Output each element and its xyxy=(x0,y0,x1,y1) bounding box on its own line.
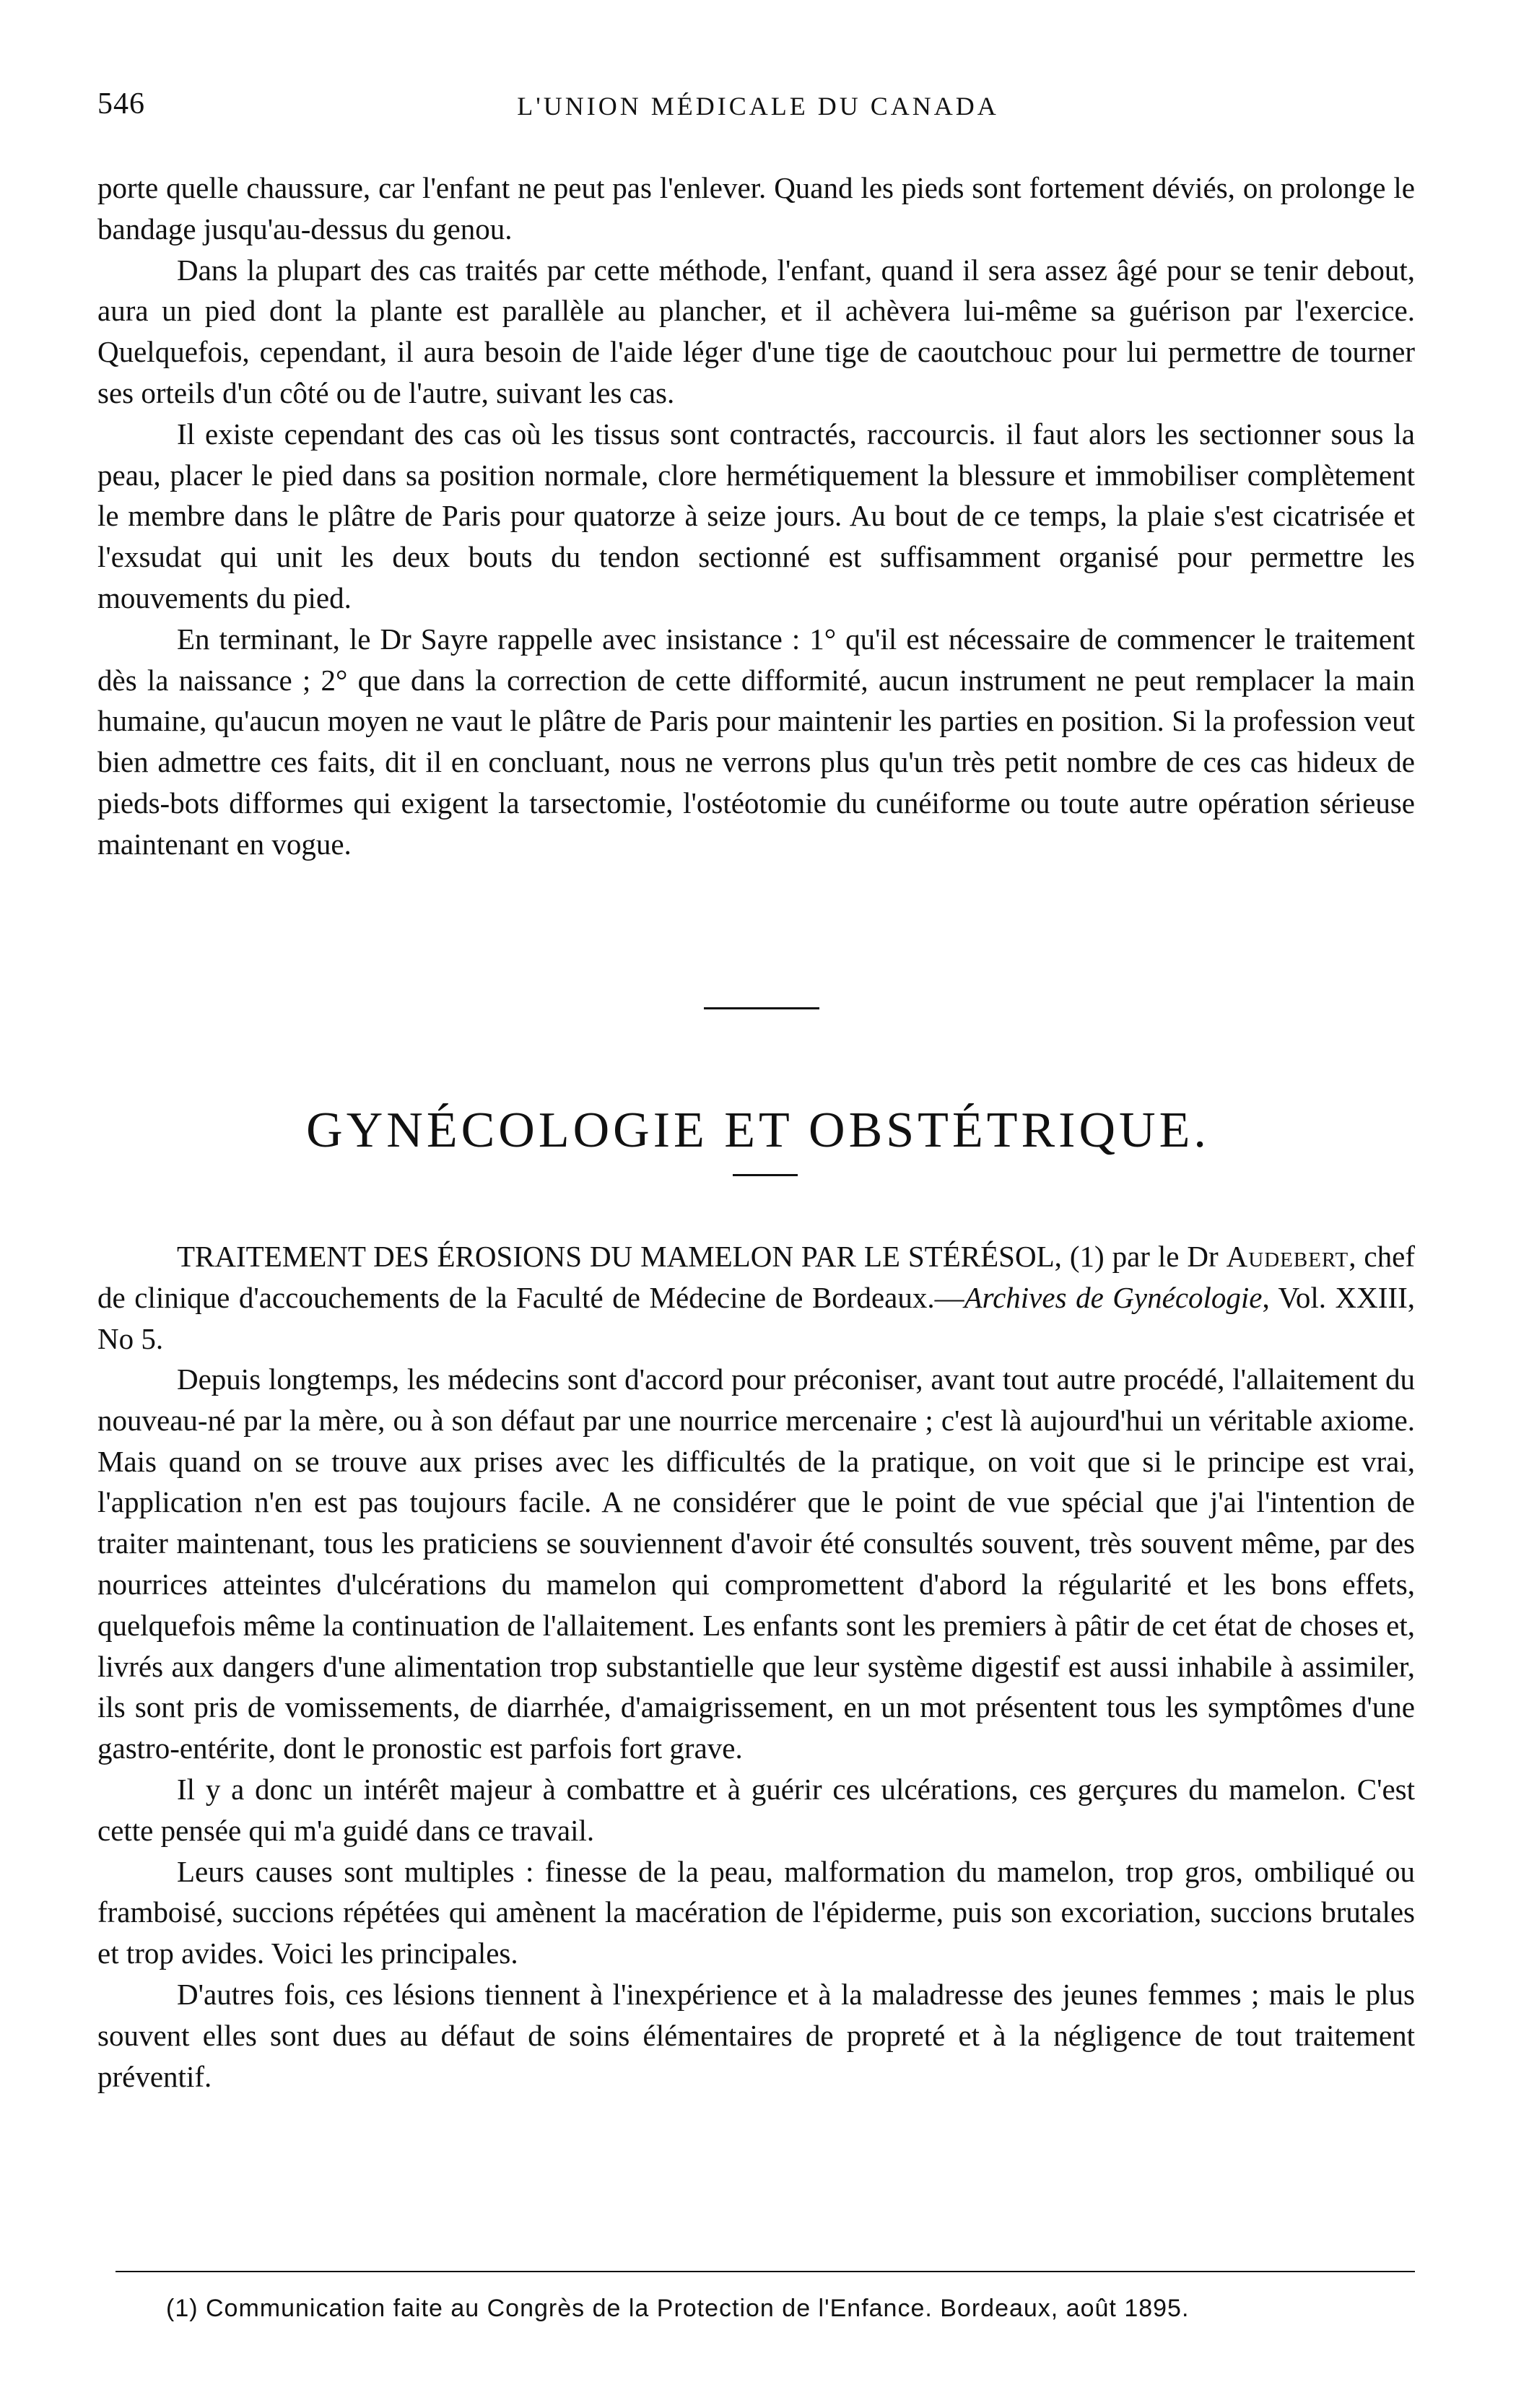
paragraph: Leurs causes sont multiples : finesse de la peau, malformation du mamelon, trop gros, ombiliqué ou framboisé, succions répétées qui amènent la macération de l'épiderme, puis son excoriation, succions brutales et trop avides. Voici les principales. xyxy=(97,1854,1415,1970)
article-volume: , Vol. XXIII, No 5. xyxy=(97,1280,1415,1355)
section-one-text xyxy=(97,168,1415,865)
article-author: Audebert xyxy=(1226,1240,1349,1273)
paragraph: Il existe cependant des cas où les tissus sont contractés, raccourcis. il faut alors les sectionner sous la peau, placer le pied dans sa position normale, clore hermétiquement la blessure et immobiliser complètement le membre dans le plâtre de Paris pour quatorze à seize jours. Au bout de ce temps, la plaie s'est cicatrisée et l'exsudat qui unit les deux bouts du tendon sectionné est suffisamment organisé pour permettre les mouvements du pied. xyxy=(97,417,1415,614)
paragraph: D'autres fois, ces lésions tiennent à l'inexpérience et à la maladresse des jeunes femmes ; mais le plus souvent elles sont dues au défaut de soins élémentaires de propreté et à la négligence de tout traitement préventif. xyxy=(97,1977,1415,2093)
footnote: (1) Communication faite au Congrès de la Protection de l'Enfance. Bordeaux, août 1895. xyxy=(166,2295,1190,2322)
paragraph: porte quelle chaussure, car l'enfant ne peut pas l'enlever. Quand les pieds sont fortement déviés, on prolonge le bandage jusqu'au-dessus du genou. xyxy=(97,171,1415,245)
section-heading: GYNÉCOLOGIE ET OBSTÉTRIQUE. xyxy=(306,1103,1210,1159)
paragraph: Depuis longtemps, les médecins sont d'accord pour préconiser, avant tout autre procédé, l'allaitement du nouveau-né par la mère, ou à son défaut par une nourrice mercenaire ; c'est là aujourd'hui un véritable axiome. Mais quand on se trouve aux prises avec les difficultés de la pratique, on voit que si le principe est vrai, l'application n'en est pas toujours facile. A ne considérer que le point de vue spécial que j'ai l'intention de traiter maintenant, tous les praticiens se souviennent d'avoir été consultés souvent, très souvent même, par des nourrices atteintes d'ulcérations du mamelon qui compromettent d'abord la régularité et les bons effets, quelquefois même la continuation de l'allaitement. Les enfants sont les premiers à pâtir de cet état de choses et, livrés aux dangers d'une alimentation trop substantielle que leur système digestif est aussi inhabile à assimiler, ils sont pris de vomissements, de diarrhée, d'amaigrissement, en un mot présentent tous les symptômes d'une gastro-entérite, dont le pronostic est parfois fort grave. xyxy=(97,1362,1415,1765)
paragraph: Dans la plupart des cas traités par cette méthode, l'enfant, quand il sera assez âgé pour se tenir debout, aura un pied dont la plante est parallèle au plancher, et il achèvera lui-même sa guérison par l'exercice. Quelquefois, cependant, il aura besoin de l'aide léger d'une tige de caoutchouc pour lui permettre de tourner ses orteils d'un côté ou de l'autre, suivant les cas. xyxy=(97,253,1415,409)
article-title xyxy=(97,1236,1415,1359)
article-title-main: TRAITEMENT DES ÉROSIONS DU MAMELON PAR LE STÉRÉSOL, (1) par le Dr xyxy=(177,1240,1227,1273)
paragraph: Il y a donc un intérêt majeur à combattre et à guérir ces ulcérations, ces gerçures du mamelon. C'est cette pensée qui m'a guidé dans ce travail. xyxy=(97,1772,1415,1847)
running-title: L'UNION MÉDICALE DU CANADA xyxy=(517,92,999,121)
article-journal: Archives de Gynécologie xyxy=(964,1280,1263,1314)
heading-divider xyxy=(733,1174,798,1176)
footnote-rule xyxy=(116,2271,1415,2272)
paragraph: En terminant, le Dr Sayre rappelle avec insistance : 1° qu'il est nécessaire de commencer le traitement dès la naissance ; 2° que dans la correction de cette difformité, aucun instrument ne peut remplacer la main humaine, qu'aucun moyen ne vaut le plâtre de Paris pour maintenir les parties en position. Si la profession veut bien admettre ces faits, dit il en concluant, nous ne verrons plus qu'un très petit nombre de ces cas hideux de pieds-bots difformes qui exigent la tarsectomie, l'ostéotomie du cunéiforme ou toute autre opération sérieuse maintenant en vogue. xyxy=(97,622,1415,861)
page-number: 546 xyxy=(97,87,145,121)
article-title-rest: , chef de clinique d'accouchements de la Faculté de Médecine de Bordeaux.— xyxy=(97,1240,1415,1314)
section-divider xyxy=(704,1007,819,1009)
article-text xyxy=(97,1359,1415,2097)
